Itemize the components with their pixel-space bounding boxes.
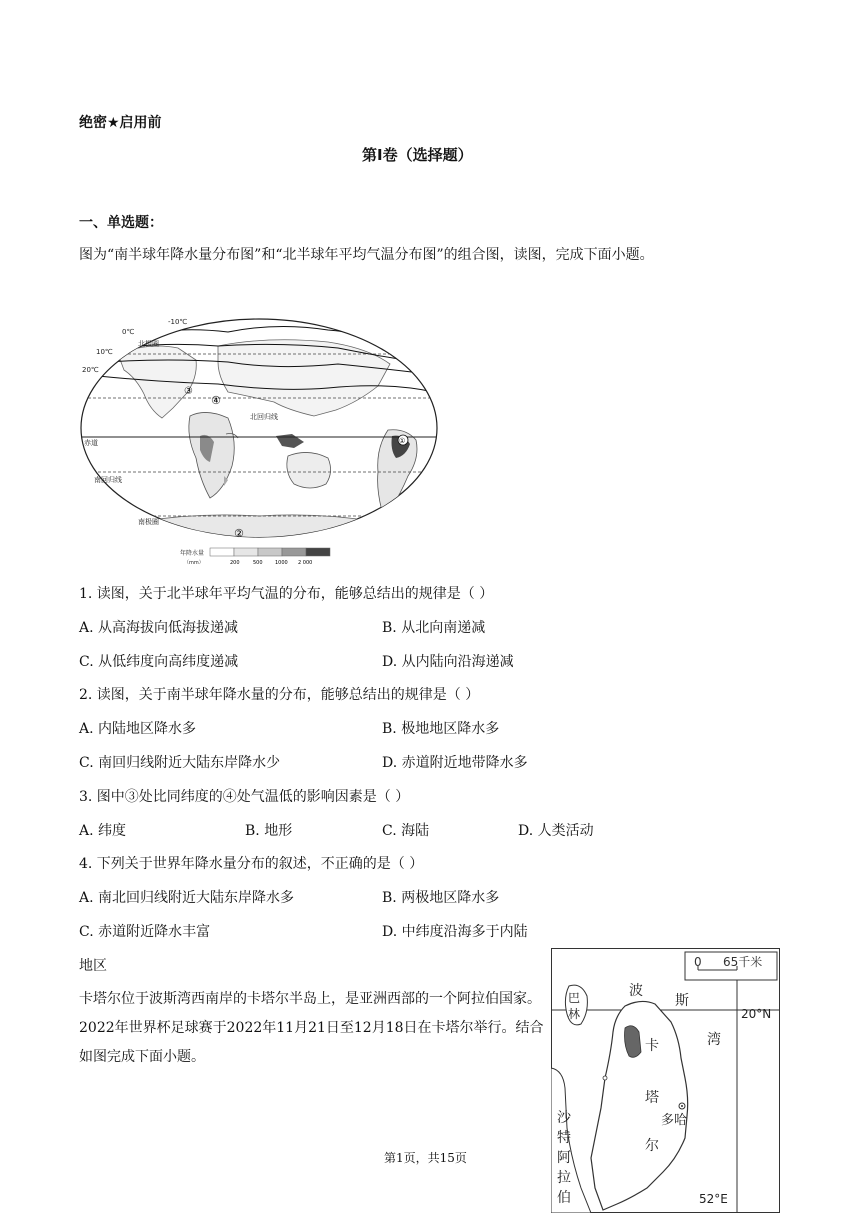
marker-1-label: ① bbox=[399, 437, 406, 445]
volume-title: 第Ⅰ卷（选择题） bbox=[362, 146, 473, 164]
continuation-text: 地区 bbox=[79, 958, 107, 974]
saudi-char-4: 拉 bbox=[557, 1170, 571, 1186]
tropic-of-capricorn-label: 南回归线 bbox=[94, 476, 122, 484]
question-1-option-a[interactable]: A. 从高海拔向低海拔递减 bbox=[79, 620, 239, 636]
question-1-option-c[interactable]: C. 从低纬度向高纬度递减 bbox=[79, 654, 239, 670]
question-4-stem: 4. 下列关于世界年降水量分布的叙述，不正确的是（ ） bbox=[79, 856, 424, 872]
bahrain-char-2: 林 bbox=[568, 1007, 581, 1021]
question-4-option-d[interactable]: D. 中纬度沿海多于内陆 bbox=[382, 924, 528, 940]
question-2-option-c[interactable]: C. 南回归线附近大陆东岸降水少 bbox=[79, 755, 281, 771]
legend-tick-1000: 1000 bbox=[275, 560, 288, 566]
question-4-option-c[interactable]: C. 赤道附近降水丰富 bbox=[79, 924, 211, 940]
temp-label-10: 10℃ bbox=[96, 348, 113, 356]
intro-text: 图为“南半球年降水量分布图”和“北半球年平均气温分布图”的组合图，读图，完成下面小题。 bbox=[79, 247, 654, 263]
legend-swatch-3 bbox=[258, 548, 282, 556]
question-1-stem: 1. 读图，关于北半球年平均气温的分布，能够总结出的规律是（ ） bbox=[79, 586, 494, 602]
bahrain-char-1: 巴 bbox=[568, 991, 581, 1005]
question-1-option-d[interactable]: D. 从内陆向沿海递减 bbox=[382, 654, 514, 670]
legend-swatch-5 bbox=[306, 548, 330, 556]
scale-distance: 65千米 bbox=[723, 955, 763, 969]
saudi-char-1: 沙 bbox=[557, 1110, 571, 1126]
question-3-option-a[interactable]: A. 纬度 bbox=[79, 823, 127, 839]
legend-swatch-2 bbox=[234, 548, 258, 556]
saudi-char-5: 伯 bbox=[557, 1190, 571, 1206]
marker-2-label: ② bbox=[234, 527, 244, 540]
gulf-char-3: 湾 bbox=[707, 1032, 721, 1048]
latitude-label: 20°N bbox=[741, 1007, 772, 1021]
legend-title: 年降水量 bbox=[180, 550, 205, 557]
secret-label: 绝密★启用前 bbox=[79, 115, 162, 131]
question-2-option-b[interactable]: B. 极地地区降水多 bbox=[382, 721, 500, 737]
longitude-label: 52°E bbox=[699, 1192, 728, 1206]
question-2-stem: 2. 读图，关于南半球年降水量的分布，能够总结出的规律是（ ） bbox=[79, 687, 480, 703]
marker-3-label: ③ bbox=[184, 386, 193, 397]
world-map-figure bbox=[78, 312, 440, 570]
question-2-option-d[interactable]: D. 赤道附近地带降水多 bbox=[382, 755, 528, 771]
temp-label-minus10: -10℃ bbox=[168, 318, 188, 326]
section-title: 一、单选题： bbox=[79, 215, 163, 231]
temp-label-20: 20℃ bbox=[82, 366, 99, 374]
qatar-char-1: 卡 bbox=[645, 1038, 659, 1054]
australia-land bbox=[287, 452, 331, 488]
page-footer: 第1页，共15页 bbox=[384, 1151, 467, 1165]
tropic-of-cancer-label: 北回归线 bbox=[250, 413, 278, 421]
legend-tick-200: 200 bbox=[230, 560, 240, 566]
islet bbox=[603, 1076, 607, 1080]
qatar-intro-text: 卡塔尔位于波斯湾西南岸的卡塔尔半岛上，是亚洲西部的一个阿拉伯国家。2022年世界杯足球赛于2022年11月21日至12月18日在卡塔尔举行。结合如图完成下面小题。 bbox=[79, 991, 544, 1065]
equator-label: 赤道 bbox=[84, 439, 98, 447]
marker-4-label: ④ bbox=[211, 394, 221, 407]
temp-label-0: 0℃ bbox=[122, 328, 135, 336]
qatar-char-2: 塔 bbox=[645, 1090, 659, 1106]
doha-label: 多哈 bbox=[661, 1113, 688, 1128]
question-3-option-d[interactable]: D. 人类活动 bbox=[518, 823, 594, 839]
legend-swatch-1 bbox=[210, 548, 234, 556]
legend-unit: （mm） bbox=[184, 560, 204, 566]
saudi-char-3: 阿 bbox=[557, 1150, 571, 1166]
gulf-char-1: 波 bbox=[629, 983, 643, 999]
question-4-option-b[interactable]: B. 两极地区降水多 bbox=[382, 890, 500, 906]
question-3-option-c[interactable]: C. 海陆 bbox=[382, 823, 430, 839]
legend-tick-500: 500 bbox=[253, 560, 263, 566]
antarctica-land bbox=[138, 515, 378, 544]
scale-zero: 0 bbox=[694, 955, 702, 969]
antarctic-circle-label: 南极圈 bbox=[138, 518, 159, 526]
legend-tick-2000: 2 000 bbox=[298, 560, 313, 566]
saudi-char-2: 特 bbox=[557, 1130, 571, 1146]
doha-marker-dot bbox=[681, 1105, 683, 1107]
legend-swatch-4 bbox=[282, 548, 306, 556]
question-2-option-a[interactable]: A. 内陆地区降水多 bbox=[79, 721, 197, 737]
qatar-map-figure bbox=[551, 948, 780, 1213]
qatar-char-3: 尔 bbox=[645, 1138, 659, 1154]
question-3-stem: 3. 图中③处比同纬度的④处气温低的影响因素是（ ） bbox=[79, 789, 410, 805]
question-1-option-b[interactable]: B. 从北向南递减 bbox=[382, 620, 486, 636]
gulf-char-2: 斯 bbox=[675, 993, 689, 1009]
arctic-circle-label: 北极圈 bbox=[138, 340, 159, 348]
question-4-option-a[interactable]: A. 南北回归线附近大陆东岸降水多 bbox=[79, 890, 295, 906]
question-3-option-b[interactable]: B. 地形 bbox=[245, 823, 293, 839]
